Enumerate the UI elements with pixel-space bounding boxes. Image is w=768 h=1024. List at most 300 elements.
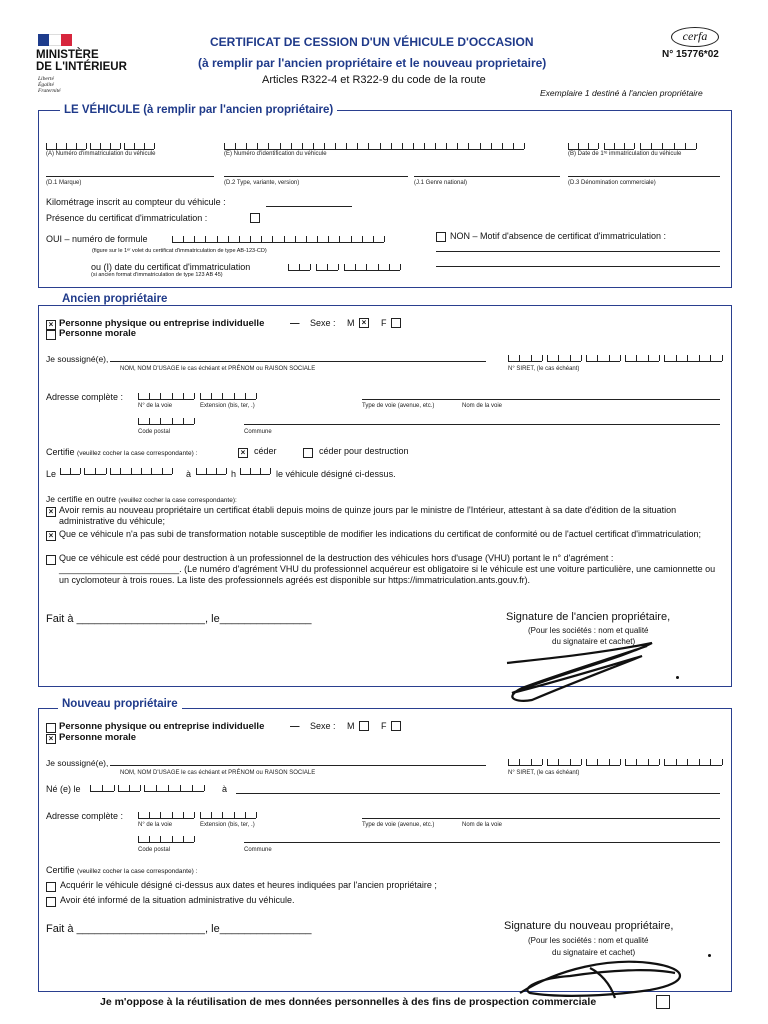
buyer-birthdate-input-tick	[192, 785, 193, 791]
field-a-input-tick	[56, 143, 57, 149]
buyer-informed-checkbox[interactable]	[46, 897, 56, 907]
buyer-street-no-caption: N° de la voie	[138, 822, 173, 828]
seller-sex-f-checkbox[interactable]	[391, 318, 401, 328]
field-b-input-tick	[662, 143, 663, 149]
buyer-sex-m-label: M	[347, 721, 355, 731]
seller-siret-input-tick	[542, 355, 543, 361]
mileage-label: Kilométrage inscrit au compteur du véhicule :	[46, 197, 226, 207]
buyer-siret-input-tick	[597, 759, 598, 765]
field-e-input-tick	[391, 143, 392, 149]
seller-min-input-tick	[270, 468, 271, 474]
field-b-input-segment[interactable]	[640, 143, 696, 150]
buyer-street-no-input-tick	[160, 812, 161, 818]
cert1-checkbox[interactable]: ×	[46, 507, 56, 517]
field-e-input-tick	[413, 143, 414, 149]
buyer-birthdate-input-tick	[129, 785, 130, 791]
seller-postal-input-tick	[183, 418, 184, 424]
seller-physical-label: Personne physique ou entreprise individuelle	[59, 318, 265, 329]
formula-input-tick	[317, 236, 318, 242]
seller-min-input-tick	[260, 468, 261, 474]
field-e-input-tick	[313, 143, 314, 149]
seller-extension-input-tick	[256, 393, 257, 399]
buyer-siret-input-tick	[586, 759, 587, 765]
field-e-input-tick	[524, 143, 525, 149]
seller-min-input-tick	[250, 468, 251, 474]
field-b-input-tick	[598, 143, 599, 149]
buyer-certify-note: (veuillez cocher la case correspondante) :	[77, 868, 198, 875]
seller-street-no-input-tick	[138, 393, 139, 399]
field-b-input-tick	[614, 143, 615, 149]
seller-date-input-tick	[120, 468, 121, 474]
mileage-input[interactable]	[266, 206, 352, 207]
seller-siret-input-tick	[722, 355, 723, 361]
buyer-commune-input[interactable]	[244, 842, 720, 843]
buyer-siret-input-tick	[531, 759, 532, 765]
seller-date-input-tick	[131, 468, 132, 474]
buyer-siret-input-segment[interactable]	[586, 759, 620, 766]
seller-section-title: Ancien propriétaire	[58, 293, 171, 305]
seller-postal-input-tick	[138, 418, 139, 424]
field-e-input-tick	[368, 143, 369, 149]
oppose-text: Je m'oppose à la réutilisation de mes données personnelles à des fins de prospection commerciale	[100, 996, 597, 1008]
buyer-street-no-input-tick	[172, 812, 173, 818]
buyer-physical-checkbox[interactable]	[46, 723, 56, 733]
field-a-input-tick	[120, 143, 121, 149]
motto: Liberté Égalité Fraternité	[38, 76, 61, 94]
field-b-input-segment[interactable]	[568, 143, 598, 150]
buyer-birthdate-input-tick	[144, 785, 145, 791]
buyer-siret-input-tick	[581, 759, 582, 765]
formula-input-segment[interactable]	[172, 236, 384, 243]
field-e-input-tick	[291, 143, 292, 149]
seller-siret-caption: N° SIRET, (le cas échéant)	[508, 366, 580, 372]
seller-siret-input-segment[interactable]	[547, 355, 581, 362]
seller-postal-input-tick	[149, 418, 150, 424]
reg-date-input-tick	[310, 264, 311, 270]
field-a-input-tick	[110, 143, 111, 149]
field-a-input-tick	[66, 143, 67, 149]
seller-extension-input-tick	[200, 393, 201, 399]
buyer-extension-input-tick	[245, 812, 246, 818]
field-d1-caption: (D.1 Marque)	[46, 180, 82, 186]
buyer-siret-input-tick	[648, 759, 649, 765]
buyer-birthdate-input-tick	[118, 785, 119, 791]
seller-postal-input-tick	[160, 418, 161, 424]
seller-siret-input-segment[interactable]	[664, 355, 722, 362]
seller-extension-input-tick	[222, 393, 223, 399]
buyer-sex-label: Sexe :	[310, 721, 336, 731]
oppose-checkbox[interactable]	[656, 995, 670, 1009]
buyer-sex-f-checkbox[interactable]	[391, 721, 401, 731]
formula-input-tick	[351, 236, 352, 242]
field-a-input-tick	[100, 143, 101, 149]
buyer-sex-m-checkbox[interactable]	[359, 721, 369, 731]
cert2-text: Que ce véhicule n'a pas subi de transformation notable susceptible de modifier les indications du certificat de conformité ou de l'actuel certificat d'immatriculation;	[59, 529, 701, 539]
buyer-street-name-caption: Nom de la voie	[462, 822, 503, 828]
seller-ceder-checkbox[interactable]: ×	[238, 448, 248, 458]
field-a-input-tick	[134, 143, 135, 149]
field-e-input-tick	[335, 143, 336, 149]
field-e-input-tick	[257, 143, 258, 149]
seller-date-input-tick	[172, 468, 173, 474]
buyer-birthdate-input-tick	[90, 785, 91, 791]
field-d3-caption: (D.3 Dénomination commerciale)	[568, 180, 656, 186]
field-e-input-tick	[324, 143, 325, 149]
buyer-extension-input-tick	[211, 812, 212, 818]
seller-date-input-tick	[70, 468, 71, 474]
seller-street-no-input-tick	[160, 393, 161, 399]
seller-dash: —	[290, 318, 300, 329]
reg-presence-checkbox[interactable]	[250, 213, 260, 223]
buyer-birthdate-input-segment[interactable]	[144, 785, 204, 792]
buyer-siret-input-segment[interactable]	[625, 759, 659, 766]
formula-input-tick	[172, 236, 173, 242]
formula-input-tick	[217, 236, 218, 242]
formula-input-tick	[261, 236, 262, 242]
or-date-label: ou (I) date du certificat d'immatriculation	[91, 262, 251, 272]
field-a-input-tick	[154, 143, 155, 149]
formula-input-tick	[239, 236, 240, 242]
reg-date-input-tick	[366, 264, 367, 270]
seller-moral-checkbox[interactable]	[46, 330, 56, 340]
seller-siret-input-tick	[636, 355, 637, 361]
buyer-dash: —	[290, 721, 300, 732]
field-b-caption: (B) Date de 1ʳᵉ immatriculation du véhicule	[568, 151, 682, 157]
field-e-caption: (E) Numéro d'identification du véhicule	[224, 151, 327, 157]
field-a-input-segment[interactable]	[124, 143, 154, 150]
buyer-acq-label: Acquérir le véhicule désigné ci-dessus aux dates et heures indiquées par l'ancien propriétaire ;	[60, 880, 437, 890]
seller-moral-label: Personne morale	[59, 328, 137, 339]
seller-sex-m-checkbox[interactable]: ×	[359, 318, 369, 328]
seller-signature-title: Signature de l'ancien propriétaire,	[506, 611, 671, 623]
seller-h-label: h	[231, 469, 237, 479]
seller-siret-input-segment[interactable]	[625, 355, 659, 362]
field-b-input-tick	[634, 143, 635, 149]
seller-hour-input-segment[interactable]	[196, 468, 226, 475]
buyer-birthdate-input-tick	[114, 785, 115, 791]
cert3-text: Que ce véhicule est cédé pour destruction à un professionnel de la destruction des véhicules hors d'usage (VHU) portant le n° d'agrément : ________________________. (Le numéro d'agrément VHU du professionnel acquéreur est obligatoire si le véhicule est une voiture particulière, une camionnette ou un cyclomoteur à trois roues. La liste des professionnels agréés est disponible sur https://immatriculation.ants.gouv.fr).	[59, 553, 716, 585]
seller-extension-input-tick	[211, 393, 212, 399]
seller-date-input-tick	[60, 468, 61, 474]
seller-vehicle-above: le véhicule désigné ci-dessus.	[276, 469, 396, 479]
seller-siret-input-segment[interactable]	[586, 355, 620, 362]
seller-siret-input-tick	[648, 355, 649, 361]
vehicle-section-title: LE VÉHICULE (à remplir par l'ancien propriétaire)	[60, 104, 337, 116]
seller-siret-input-tick	[620, 355, 621, 361]
formula-input-tick	[362, 236, 363, 242]
seller-commune-input[interactable]	[244, 424, 720, 425]
reg-date-input-tick	[327, 264, 328, 270]
buyer-birthplace-input[interactable]	[236, 793, 720, 794]
field-d2-input[interactable]	[224, 176, 408, 177]
seller-ceder-label: céder	[254, 446, 277, 456]
seller-hour-input-tick	[226, 468, 227, 474]
buyer-extension-input-tick	[234, 812, 235, 818]
buyer-siret-input-tick	[519, 759, 520, 765]
buyer-street-no-input-tick	[194, 812, 195, 818]
field-b-input-tick	[651, 143, 652, 149]
buyer-signature-note1: (Pour les sociétés : nom et qualité	[528, 936, 649, 945]
seller-siret-input-tick	[687, 355, 688, 361]
seller-signature-note1: (Pour les sociétés : nom et qualité	[528, 626, 649, 635]
buyer-street-type-input[interactable]	[362, 818, 720, 819]
buyer-siret-input-tick	[558, 759, 559, 765]
non-reason-line1[interactable]	[436, 251, 720, 252]
buyer-extension-input-tick	[222, 812, 223, 818]
seller-date-input-tick	[141, 468, 142, 474]
formula-input-tick	[228, 236, 229, 242]
seller-siret-input-tick	[531, 355, 532, 361]
field-e-input-tick	[380, 143, 381, 149]
field-b-input-tick	[604, 143, 605, 149]
buyer-postal-input-segment[interactable]	[138, 836, 194, 843]
buyer-birthdate-input-tick	[156, 785, 157, 791]
field-e-input-tick	[346, 143, 347, 149]
field-e-input-tick	[280, 143, 281, 149]
field-e-input-tick	[246, 143, 247, 149]
field-b-input-tick	[696, 143, 697, 149]
reg-presence-label: Présence du certificat d'immatriculation :	[46, 213, 208, 223]
buyer-extension-input-segment[interactable]	[200, 812, 256, 819]
buyer-certify-word: Certifie	[46, 865, 75, 875]
field-a-input-tick	[46, 143, 47, 149]
buyer-postal-caption: Code postal	[138, 847, 171, 853]
seller-street-no-input-tick	[183, 393, 184, 399]
seller-name-input[interactable]	[110, 361, 486, 362]
buyer-siret-input-tick	[620, 759, 621, 765]
buyer-siret-input-tick	[547, 759, 548, 765]
field-d2-caption: (D.2 Type, variante, version)	[224, 180, 300, 186]
field-e-input-tick	[468, 143, 469, 149]
field-e-input-tick	[457, 143, 458, 149]
field-e-input-tick	[357, 143, 358, 149]
field-e-input-tick	[424, 143, 425, 149]
buyer-postal-input-tick	[194, 836, 195, 842]
seller-min-input-tick	[240, 468, 241, 474]
seller-siret-input-tick	[699, 355, 700, 361]
field-a-input-tick	[86, 143, 87, 149]
buyer-siret-input-tick	[722, 759, 723, 765]
field-b-input-tick	[640, 143, 641, 149]
buyer-fait-a[interactable]: Fait à _____________________, le_______________	[46, 923, 312, 935]
buyer-postal-input-tick	[160, 836, 161, 842]
field-j1-caption: (J.1 Genre national)	[414, 180, 468, 186]
buyer-siret-input-tick	[570, 759, 571, 765]
seller-also-certify	[46, 494, 237, 504]
seller-a-label: à	[186, 469, 192, 479]
articles: Articles R322-4 et R322-9 du code de la route	[262, 74, 486, 86]
seller-extension-input-tick	[234, 393, 235, 399]
buyer-signature-dot	[708, 954, 711, 957]
seller-street-no-input-tick	[149, 393, 150, 399]
field-e-input-tick	[302, 143, 303, 149]
field-e-input-tick	[446, 143, 447, 149]
seller-street-no-caption: N° de la voie	[138, 403, 173, 409]
seller-signature-note2: du signataire et cachet)	[552, 637, 636, 646]
seller-siret-input-tick	[676, 355, 677, 361]
formula-input-tick	[194, 236, 195, 242]
seller-hour-input-tick	[196, 468, 197, 474]
formula-input-tick	[284, 236, 285, 242]
seller-siret-input-tick	[558, 355, 559, 361]
buyer-commune-caption: Commune	[244, 847, 272, 853]
seller-postal-input-segment[interactable]	[138, 418, 194, 425]
seller-also-certify-note: (veuillez cocher la case correspondante):	[118, 497, 237, 504]
buyer-postal-input-tick	[138, 836, 139, 842]
seller-also-certify-word: Je certifie en outre	[46, 494, 116, 504]
buyer-moral-checkbox[interactable]: ×	[46, 734, 56, 744]
buyer-siret-input-tick	[710, 759, 711, 765]
page-subtitle: (à remplir par l'ancien propriétaire et le nouveau proprietaire)	[198, 56, 547, 70]
buyer-extension-input-tick	[200, 812, 201, 818]
buyer-siret-caption: N° SIRET, (le cas échéant)	[508, 770, 580, 776]
field-e-input-tick	[268, 143, 269, 149]
field-a-input-tick	[144, 143, 145, 149]
buyer-siret-input-tick	[625, 759, 626, 765]
buyer-birthdate-input-tick	[102, 785, 103, 791]
reg-date-input-segment[interactable]	[344, 264, 400, 271]
buyer-name-caption: NOM, NOM D'USAGE le cas échéant et PRÉNOM ou RAISON SOCIALE	[120, 770, 316, 776]
field-a-input-tick	[124, 143, 125, 149]
field-b-input-tick	[674, 143, 675, 149]
buyer-extension-caption: Extension (bis, ter, .)	[200, 822, 255, 828]
buyer-siret-input-segment[interactable]	[664, 759, 722, 766]
field-d3-input[interactable]	[568, 176, 720, 177]
buyer-moral-label: Personne morale	[59, 732, 137, 743]
reg-date-input-tick	[288, 264, 289, 270]
oui-formula-label: OUI – numéro de formule	[46, 234, 148, 244]
buyer-certify-label	[46, 865, 197, 875]
buyer-birthdate-input-tick	[204, 785, 205, 791]
formula-input-tick	[205, 236, 206, 242]
non-reason-label: NON – Motif d'absence de certificat d'immatriculation :	[450, 231, 667, 241]
non-reason-line2[interactable]	[436, 266, 720, 267]
seller-extension-caption: Extension (bis, ter, .)	[200, 403, 255, 409]
seller-sex-m-label: M	[347, 318, 355, 328]
reg-date-input-tick	[338, 264, 339, 270]
seller-siret-input-tick	[664, 355, 665, 361]
field-e-input-tick	[502, 143, 503, 149]
non-checkbox[interactable]	[436, 232, 446, 242]
formula-input-tick	[339, 236, 340, 242]
cert1-text: Avoir remis au nouveau propriétaire un certificat établi depuis moins de quinze jours par le ministre de l'Intérieur, attestant à sa date d'édition de la situation administrative du véhicule;	[59, 505, 677, 526]
seller-date-label: Le	[46, 469, 57, 479]
field-a-input-segment[interactable]	[90, 143, 120, 150]
seller-date-input-tick	[151, 468, 152, 474]
seller-street-name-caption: Nom de la voie	[462, 403, 503, 409]
formula-input-tick	[373, 236, 374, 242]
seller-certify-word: Certifie	[46, 447, 75, 457]
seller-siret-input-tick	[597, 355, 598, 361]
reg-date-input-tick	[400, 264, 401, 270]
or-date-note: (si ancien format d'immatriculation de type 123 AB 45)	[91, 272, 223, 278]
seller-street-type-input[interactable]	[362, 399, 720, 400]
buyer-name-input[interactable]	[110, 765, 486, 766]
buyer-sex-f-label: F	[381, 721, 387, 731]
buyer-siret-input-segment[interactable]	[508, 759, 542, 766]
seller-date-input-tick	[80, 468, 81, 474]
seller-siret-input-tick	[508, 355, 509, 361]
field-b-input-tick	[685, 143, 686, 149]
seller-date-input-tick	[110, 468, 111, 474]
seller-physical-checkbox[interactable]: ×	[46, 320, 56, 330]
seller-siret-input-tick	[586, 355, 587, 361]
field-d1-input[interactable]	[46, 176, 214, 177]
formula-input-tick	[183, 236, 184, 242]
buyer-acq-checkbox[interactable]	[46, 882, 56, 892]
buyer-siret-input-tick	[636, 759, 637, 765]
field-e-input-tick	[513, 143, 514, 149]
seller-min-input-segment[interactable]	[240, 468, 270, 475]
seller-date-input-tick	[106, 468, 107, 474]
buyer-siret-input-tick	[664, 759, 665, 765]
seller-street-type-caption: Type de voie (avenue, etc.)	[362, 403, 435, 409]
buyer-postal-input-tick	[183, 836, 184, 842]
reg-date-input-tick	[316, 264, 317, 270]
seller-date-input-tick	[84, 468, 85, 474]
seller-sex-f-label: F	[381, 318, 387, 328]
seller-signature-dot	[676, 676, 679, 679]
seller-siret-input-tick	[547, 355, 548, 361]
field-j1-input[interactable]	[414, 176, 560, 177]
seller-address-label: Adresse complète :	[46, 392, 124, 402]
seller-name-caption: NOM, NOM D'USAGE le cas échéant et PRÉNOM ou RAISON SOCIALE	[120, 366, 316, 372]
ministry-name: MINISTÈRE DE L'INTÉRIEUR	[36, 49, 127, 73]
seller-street-no-input-segment[interactable]	[138, 393, 194, 400]
field-e-input-tick	[402, 143, 403, 149]
seller-postal-input-tick	[194, 418, 195, 424]
cert2-checkbox[interactable]: ×	[46, 531, 56, 541]
copy-note: Exemplaire 1 destiné à l'ancien propriétaire	[540, 88, 703, 98]
formula-input-tick	[384, 236, 385, 242]
seller-certify-label	[46, 447, 197, 457]
buyer-street-no-input-tick	[149, 812, 150, 818]
seller-hour-input-tick	[216, 468, 217, 474]
reg-date-input-tick	[355, 264, 356, 270]
field-e-input-tick	[491, 143, 492, 149]
buyer-postal-input-tick	[172, 836, 173, 842]
field-e-input-tick	[224, 143, 225, 149]
page-title: CERTIFICAT DE CESSION D'UN VÉHICULE D'OCCASION	[210, 35, 534, 49]
buyer-extension-input-tick	[256, 812, 257, 818]
field-b-input-segment[interactable]	[604, 143, 634, 150]
field-b-input-tick	[588, 143, 589, 149]
formula-input-tick	[306, 236, 307, 242]
seller-extension-input-segment[interactable]	[200, 393, 256, 400]
seller-certify-note: (veuillez cocher la case correspondante) :	[77, 450, 198, 457]
seller-siret-input-tick	[609, 355, 610, 361]
field-b-input-tick	[624, 143, 625, 149]
seller-siret-input-segment[interactable]	[508, 355, 542, 362]
buyer-born-label: Né (e) le	[46, 784, 81, 794]
buyer-siret-input-tick	[659, 759, 660, 765]
reg-date-input-tick	[299, 264, 300, 270]
seller-extension-input-tick	[245, 393, 246, 399]
seller-siret-input-tick	[659, 355, 660, 361]
buyer-street-no-input-segment[interactable]	[138, 812, 194, 819]
seller-ceder-destruction-checkbox[interactable]	[303, 448, 313, 458]
field-a-input-tick	[90, 143, 91, 149]
cert3-checkbox[interactable]	[46, 555, 56, 565]
seller-sex-label: Sexe :	[310, 318, 336, 328]
buyer-siret-input-segment[interactable]	[547, 759, 581, 766]
seller-fait-a[interactable]: Fait à _____________________, le_______________	[46, 613, 312, 625]
formula-input-tick	[295, 236, 296, 242]
seller-siret-input-tick	[625, 355, 626, 361]
buyer-birthdate-input-tick	[140, 785, 141, 791]
buyer-signature-note2: du signataire et cachet)	[552, 948, 636, 957]
buyer-born-a-label: à	[222, 784, 228, 794]
